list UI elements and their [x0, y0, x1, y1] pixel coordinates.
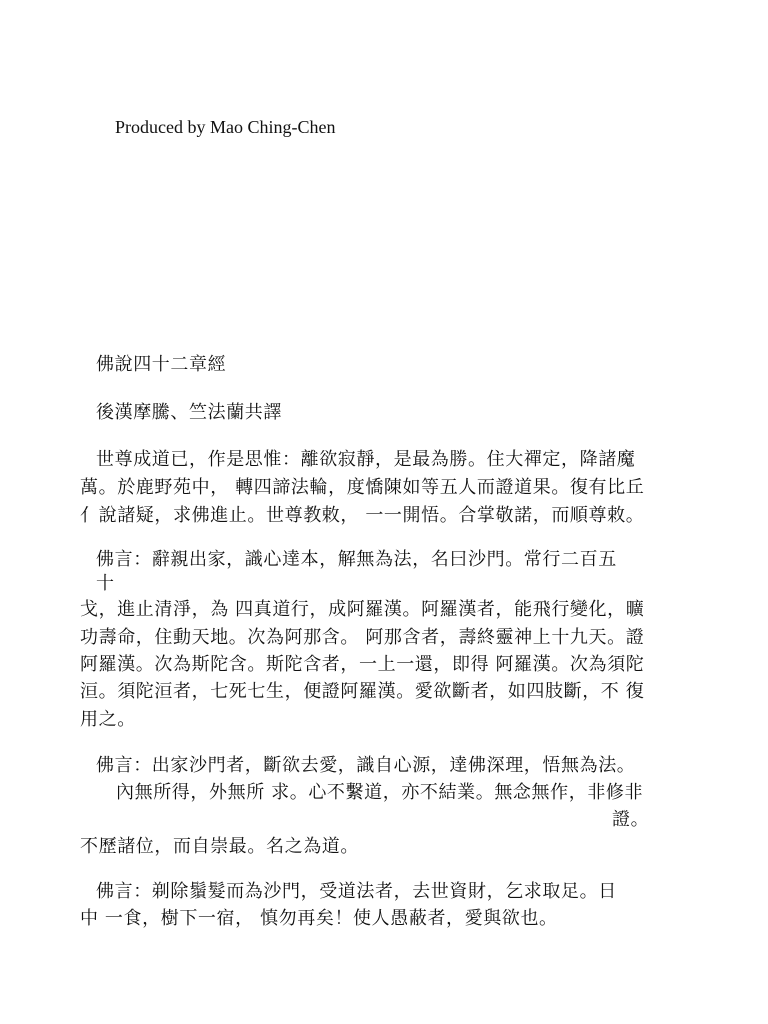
- translators-line: 後漢摩騰、竺法蘭共譯: [96, 402, 282, 423]
- chapter-1-line: 戈，進止清淨，為 四真道行，成阿羅漢。阿羅漢者，能飛行變化，曠: [80, 599, 645, 620]
- sutra-title: 佛說四十二章經: [96, 354, 227, 375]
- chapter-3-line: 中 一食，樹下一宿， 慎勿再矣！使人愚蔽者，愛與欲也。: [80, 908, 558, 929]
- producer-credit: Produced by Mao Ching-Chen: [115, 117, 336, 137]
- intro-line: 亻說諸疑，求佛進止。世尊教敕， 一一開悟。合掌敬諾，而順尊敕。: [80, 505, 645, 526]
- chapter-1-line: 功壽命，住動天地。次為阿那含。 阿那含者，壽終靈神上十九天。證: [80, 627, 645, 648]
- chapter-2-line: 證。: [612, 809, 650, 830]
- chapter-2-line: 不歷諸位，而自崇最。名之為道。: [80, 836, 359, 857]
- chapter-1-line: 阿羅漢。次為斯陀含。斯陀含者，一上一還，即得 阿羅漢。次為須陀: [80, 654, 645, 675]
- chapter-1-line: 十: [96, 573, 115, 594]
- chapter-2-line: 內無所得，外無所 求。心不繫道，亦不結業。無念無作，非修非: [116, 782, 644, 803]
- chapter-1-line: 佛言：辭親出家，識心達本，解無為法，名曰沙門。常行二百五: [96, 549, 617, 570]
- chapter-2-line: 佛言：出家沙門者，斷欲去愛，識自心源，達佛深理，悟無為法。: [96, 755, 636, 776]
- chapter-3-line: 佛言：剃除鬚髮而為沙門，受道法者，去世資財，乞求取足。日: [96, 881, 617, 902]
- chapter-1-line: 洹。須陀洹者，七死七生，便證阿羅漢。愛欲斷者，如四肢斷，不 復: [80, 681, 645, 702]
- chapter-1-line: 用之。: [80, 709, 136, 730]
- intro-line: 世尊成道已，作是思惟：離欲寂靜，是最為勝。住大禪定，降諸魔: [96, 449, 636, 470]
- intro-line: 萬。於鹿野苑中， 轉四諦法輪，度憍陳如等五人而證道果。復有比丘: [80, 477, 645, 498]
